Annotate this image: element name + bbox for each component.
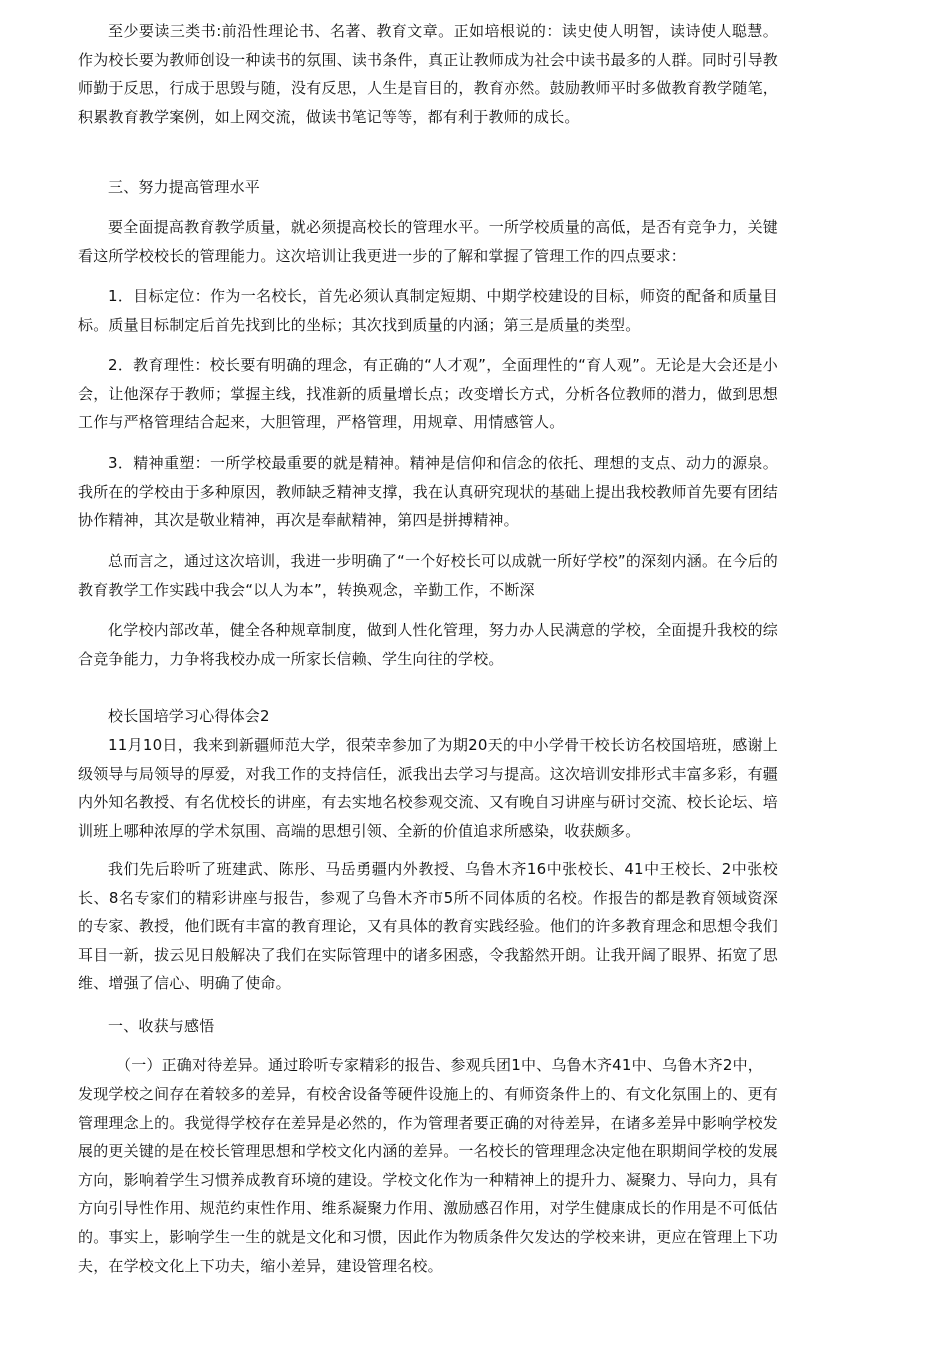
paragraph-summary-continued: 化学校内部改革，健全各种规章制度，做到人性化管理，努力办人民满意的学校，全面提升我校的综合竞争能力，力争将我校办成一所家长信赖、学生向往的学校。 (78, 621, 778, 668)
paragraph-education-rationality: 2．教育理性：校长要有明确的理念，有正确的“人才观”，全面理性的“育人观”。无论是大会还是小会，让他深存于教师；掌握主线，找准新的质量增长点；改变增长方式，分析各位教师的潜力，做到思想工作与严格管理结合起来，大胆管理，严格管理，用规章、用情感管人。 (78, 356, 778, 432)
article-title: 校长国培学习心得体会2 (108, 707, 270, 725)
paragraph-spirit-reshaping: 3．精神重塑：一所学校最重要的就是精神。精神是信仰和信念的依托、理想的支点、动力的源泉。我所在的学校由于多种原因，教师缺乏精神支撑，我在认真研究现状的基础上提出我校教师首先要有团结协作精神，其次是敬业精神，再次是奉献精神，第四是拼搏精神。 (78, 454, 778, 530)
paragraph-differences: 发现学校之间存在着较多的差异，有校舍设备等硬件设施上的、有师资条件上的、有文化氛围上的、更有管理理念上的。我觉得学校存在差异是必然的，作为管理者要正确的对待差异，在诸多差异中影响学校发展的更关键的是在校长管理思想和学校文化内涵的差异。一名校长的管理理念决定他在职期间学校的发展方向，影响着学生习惯养成教育环境的建设。学校文化作为一种精神上的提升力、凝聚力、导向力，具有方向引导性作用、规范约束性作用、维系凝聚力作用、激励感召作用，对学生健康成长的作用是不可低估的。事实上，影响学生一生的就是文化和习惯，因此作为物质条件欠发达的学校来讲，更应在管理上下功夫，在学校文化上下功夫，缩小差异，建设管理名校。 (78, 1085, 778, 1275)
paragraph-differences-first-line: （一）正确对待差异。通过聆听专家精彩的报告、参观兵团1中、乌鲁木齐41中、乌鲁木齐2中， (116, 1056, 763, 1074)
paragraph-training-intro: 11月10日，我来到新疆师范大学，很荣幸参加了为期20天的中小学骨干校长访名校国培班，感谢上级领导与局领导的厚爱，对我工作的支持信任，派我出去学习与提高。这次培训安排形式丰富多彩，有疆内外知名教授、有名优校长的讲座，有去实地名校参观交流、又有晚自习讲座与研讨交流、校长论坛、培训班上哪种浓厚的学术氛围、高端的思想引领、全新的价值追求所感染，收获颇多。 (78, 736, 778, 840)
paragraph-goal-positioning: 1．目标定位：作为一名校长，首先必须认真制定短期、中期学校建设的目标，师资的配备和质量目标。质量目标制定后首先找到比的坐标；其次找到质量的内涵；第三是质量的类型。 (78, 287, 778, 334)
paragraph-reading: 至少要读三类书:前沿性理论书、名著、教育文章。正如培根说的：读史使人明智，读诗使人聪慧。作为校长要为教师创设一种读书的氛围、读书条件，真正让教师成为社会中读书最多的人群。同时引导教师勤于反思，行成于思毁与随，没有反思，人生是盲目的，教育亦然。鼓励教师平时多做教育教学随笔，积累教育教学案例，如上网交流，做读书笔记等等，都有利于教师的成长。 (78, 22, 778, 126)
section-heading-management: 三、努力提高管理水平 (108, 178, 261, 196)
paragraph-lectures: 我们先后聆听了班建武、陈彤、马岳勇疆内外教授、乌鲁木齐16中张校长、41中王校长、2中张校长、8名专家们的精彩讲座与报告，参观了乌鲁木齐市5所不同体质的名校。作报告的都是教育领域资深的专家、教授，他们既有丰富的教育理论，又有具体的教育实践经验。他们的许多教育理念和思想令我们耳目一新，拔云见日般解决了我们在实际管理中的诸多困惑，令我豁然开朗。让我开阔了眼界、拓宽了思维、增强了信心、明确了使命。 (78, 860, 778, 993)
paragraph-management-intro: 要全面提高教育教学质量，就必须提高校长的管理水平。一所学校质量的高低，是否有竞争力，关键看这所学校校长的管理能力。这次培训让我更进一步的了解和掌握了管理工作的四点要求： (78, 218, 778, 265)
paragraph-summary: 总而言之，通过这次培训，我进一步明确了“一个好校长可以成就一所好学校”的深刻内涵。在今后的教育教学工作实践中我会“以人为本”，转换观念，辛勤工作，不断深 (78, 552, 778, 599)
section-heading-gains: 一、收获与感悟 (108, 1017, 215, 1035)
